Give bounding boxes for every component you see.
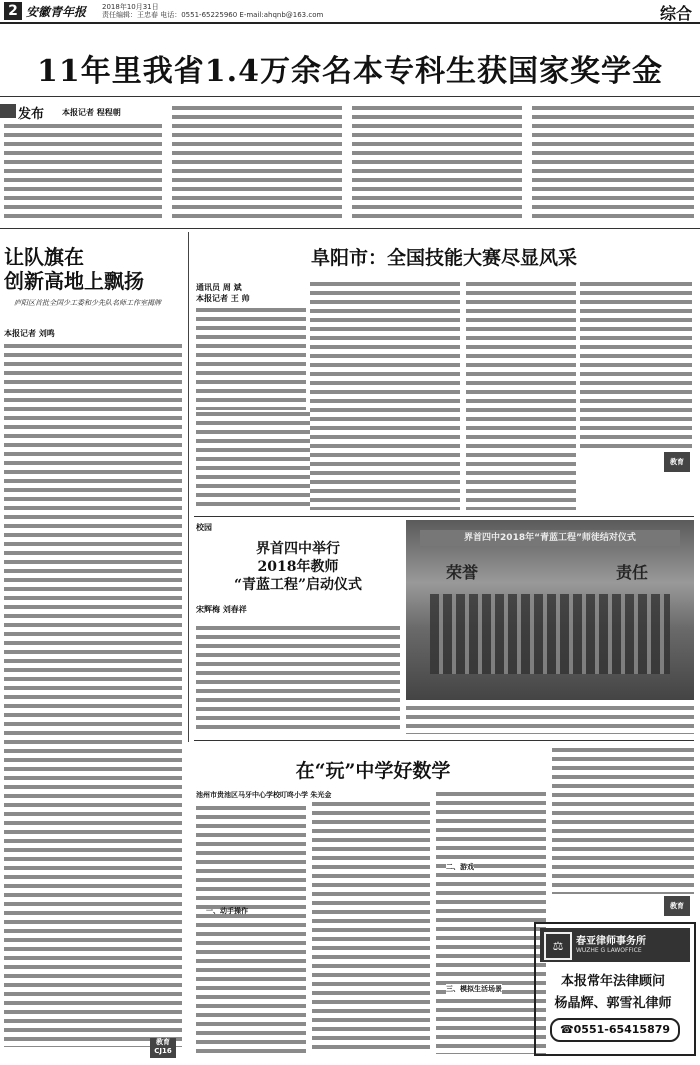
left-story-body bbox=[4, 342, 182, 1047]
ad-line-2: 杨晶辉、郭雪礼律师 bbox=[554, 996, 672, 1011]
left-story-stamp bbox=[150, 1038, 176, 1058]
ad-phone: ☎0551-65415879 bbox=[550, 1018, 680, 1042]
left-story-byline: 本报记者 刘鸣 bbox=[4, 329, 55, 338]
issue-editor: 责任编辑：王忠春 电话：0551-65225960 E-mail:ahqnb@163.com bbox=[102, 11, 324, 19]
top-story-col-3 bbox=[352, 104, 522, 222]
top-story-col-1 bbox=[4, 122, 162, 222]
math-col-2 bbox=[312, 800, 430, 1054]
top-story-col-2 bbox=[172, 104, 342, 222]
stamp-sub: CJ16 bbox=[154, 1047, 172, 1055]
math-sub-2: 二、游戏 bbox=[446, 863, 474, 871]
fuyang-col-3 bbox=[466, 280, 576, 510]
math-sub-1: 一、动手操作 bbox=[206, 907, 248, 915]
law-firm-logo: ⚖ bbox=[544, 932, 572, 960]
teacher-body bbox=[196, 624, 400, 734]
ad-phone-number: 0551-65415879 bbox=[573, 1023, 671, 1036]
column-divider bbox=[188, 232, 189, 742]
teacher-byline: 宋辉梅 刘春祥 bbox=[196, 605, 247, 614]
photo-board-left: 荣誉 bbox=[446, 563, 479, 582]
teacher-title bbox=[196, 540, 400, 594]
paper-name: 安徽青年报 bbox=[26, 5, 87, 19]
math-sub-3: 三、模拟生活场景 bbox=[446, 985, 502, 993]
law-firm-ad bbox=[534, 922, 696, 1056]
page-number: 2 bbox=[4, 2, 22, 20]
fuyang-col-2 bbox=[310, 280, 460, 510]
section-label: 综合 bbox=[659, 4, 692, 23]
ad-line-1: 本报常年法律顾问 bbox=[560, 974, 665, 989]
group-of-people bbox=[430, 594, 670, 674]
story-tag bbox=[0, 104, 16, 118]
law-firm-name: 春亚律师事务所 bbox=[576, 936, 646, 947]
teacher-label: 校园 bbox=[196, 523, 212, 532]
fuyang-byline-2: 本报记者 王 帅 bbox=[196, 294, 250, 303]
law-firm-sub: WUZHE G LAWOFFICE bbox=[576, 947, 642, 954]
teacher-title-1: 界首四中举行 bbox=[256, 541, 340, 557]
left-story-title-2: 创新高地上飘扬 bbox=[4, 269, 144, 293]
issue-date: 2018年10月31日 bbox=[102, 3, 159, 11]
ad-header bbox=[540, 928, 690, 962]
math-col-1 bbox=[196, 804, 306, 1054]
photo-board-right: 责任 bbox=[616, 563, 649, 582]
issue-meta bbox=[102, 3, 323, 19]
teacher-title-3: “青蓝工程”启动仪式 bbox=[233, 577, 363, 593]
left-story-title-1: 让队旗在 bbox=[4, 245, 84, 269]
divider bbox=[194, 516, 694, 517]
photo-banner: 界首四中2018年“青蓝工程”师徒结对仪式 bbox=[420, 530, 680, 546]
divider bbox=[0, 96, 700, 97]
divider bbox=[0, 228, 700, 229]
main-headline: 11年里我省1.4万余名本专科生获国家奖学金 bbox=[37, 54, 663, 89]
stamp-label: 教育 bbox=[156, 1038, 170, 1046]
math-title: 在“玩”中学好数学 bbox=[295, 760, 451, 782]
fuyang-col-4 bbox=[580, 280, 692, 450]
top-story-byline: 本报记者 程程朝 bbox=[62, 108, 121, 117]
photo-caption bbox=[406, 704, 694, 734]
teacher-photo bbox=[406, 520, 694, 700]
top-story-col-4 bbox=[532, 104, 694, 222]
math-col-3 bbox=[436, 790, 546, 1054]
fuyang-title: 阜阳市：全国技能大赛尽显风采 bbox=[310, 247, 577, 269]
math-col-4 bbox=[552, 746, 694, 894]
math-byline: 池州市贵池区马牙中心学校叮咚小学 朱光金 bbox=[196, 791, 332, 799]
story-label: 发布 bbox=[18, 107, 45, 122]
teacher-title-2: 2018年教师 bbox=[257, 559, 339, 575]
fuyang-byline-1: 通讯员 周 斌 bbox=[196, 283, 242, 292]
math-stamp: 教育 bbox=[664, 896, 690, 916]
left-story-subtitle: 庐阳区首批全国少工委和少先队名师工作室揭牌 bbox=[14, 299, 161, 307]
divider bbox=[194, 740, 694, 741]
fuyang-stamp: 教育 bbox=[664, 452, 690, 472]
